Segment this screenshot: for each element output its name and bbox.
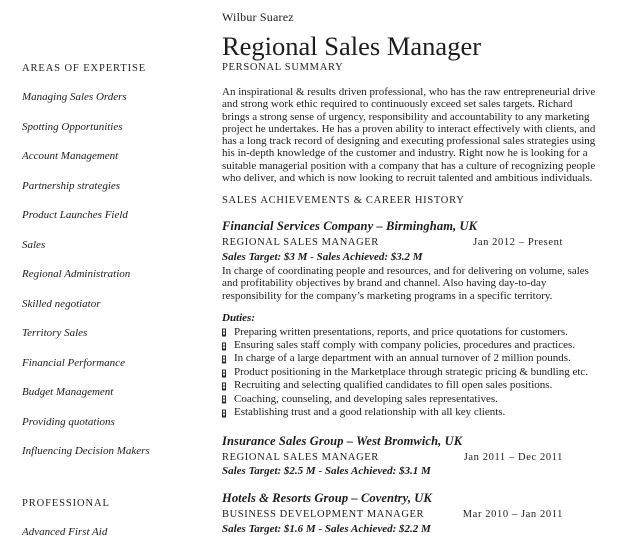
duty-item: [222, 393, 596, 406]
duty-text: Establishing trust and a good relationship with all key clients.: [234, 406, 506, 419]
job-entry: [222, 434, 596, 478]
expertise-item: Providing quotations: [22, 415, 115, 428]
expertise-item: Financial Performance: [22, 356, 125, 369]
duty-item: [222, 406, 596, 419]
missing-glyph-bullet-icon: [222, 369, 226, 377]
duty-text: Coaching, counseling, and developing sales representatives.: [234, 392, 498, 405]
sidebar-areas-of-expertise: [22, 63, 172, 475]
sidebar-professional: [22, 498, 172, 539]
duty-item: [222, 326, 596, 339]
missing-glyph-bullet-icon: [222, 356, 226, 364]
expertise-item: Managing Sales Orders: [22, 91, 127, 103]
missing-glyph-bullet-icon: [222, 396, 226, 404]
job-role: REGIONAL SALES MANAGER: [222, 451, 379, 463]
main-column: [222, 0, 596, 537]
job-company: Financial Services Company – Birmingham, UK: [222, 219, 478, 234]
expertise-item: Influencing Decision Makers: [22, 445, 150, 457]
missing-glyph-bullet-icon: [222, 382, 226, 390]
job-dates: Jan 2012 – Present: [473, 237, 563, 249]
missing-glyph-bullet-icon: [222, 409, 226, 417]
areas-of-expertise-heading: AREAS OF EXPERTISE: [22, 63, 147, 74]
expertise-item: Partnership strategies: [22, 179, 121, 192]
career-history-heading: SALES ACHIEVEMENTS & CAREER HISTORY: [222, 195, 465, 207]
job-description: In charge of coordinating people and resources, and for delivering on volume, sales and profitability objectives by brand and channel. Also having day-to-day responsibility for the company’s marketing programs in a specific territory.: [222, 264, 589, 303]
duties-list: [222, 326, 596, 420]
job-company: Insurance Sales Group – West Bromwich, UK: [222, 433, 463, 448]
job-role: REGIONAL SALES MANAGER: [222, 237, 379, 249]
job-company: Hotels & Resorts Group – Coventry, UK: [222, 491, 432, 505]
duty-text: Recruiting and selecting qualified candidates to fill open sales positions.: [234, 379, 553, 392]
person-name: Wilbur Suarez: [222, 10, 294, 24]
job-sales-figures: Sales Target: $2.5 M - Sales Achieved: $3.1 M: [222, 465, 431, 477]
missing-glyph-bullet-icon: [222, 342, 226, 350]
expertise-item: Spotting Opportunities: [22, 120, 123, 133]
professional-heading: PROFESSIONAL: [22, 498, 110, 509]
professional-list: [22, 526, 172, 539]
expertise-item: Regional Administration: [22, 268, 131, 280]
expertise-item: Account Management: [22, 150, 119, 162]
professional-item: Advanced First Aid: [22, 526, 108, 538]
duty-item: [222, 379, 596, 392]
duty-text: Ensuring sales staff comply with company policies, procedures and practices.: [234, 339, 576, 352]
job-role-row: [222, 237, 563, 248]
duty-item: [222, 339, 596, 352]
career-history: [222, 219, 596, 534]
expertise-item: Skilled negotiator: [22, 297, 101, 310]
expertise-item: Territory Sales: [22, 327, 88, 339]
job-entry: [222, 491, 596, 535]
job-entry: [222, 219, 596, 419]
job-dates: Jan 2011 – Dec 2011: [463, 451, 563, 463]
job-dates: Mar 2010 – Jan 2011: [462, 509, 563, 520]
missing-glyph-bullet-icon: [222, 329, 226, 337]
duty-text: Product positioning in the Marketplace through strategic pricing & bundling etc.: [234, 365, 589, 378]
expertise-item: Sales: [22, 238, 46, 251]
page-title: Regional Sales Manager: [222, 31, 482, 61]
job-role: BUSINESS DEVELOPMENT MANAGER: [222, 509, 425, 520]
personal-summary-text: An inspirational & results driven professional, who has the raw entrepreneurial drive and strong work ethic required to continuously exceed set sales targets. Richard brings a strong sense of urgency, responsibility and accountability to any marketing project he undertakes. He has a proven ability to interact effectively with clients, and has a long track record of designing and executing professional sales strategies using his in-depth knowledge of the customer and industry. Right now he is looking for a suitable managerial position with a company that has a culture of recognizing people who deliver, and which is now looking to recruit talented and ambitious individuals.: [222, 86, 596, 185]
personal-summary-heading: PERSONAL SUMMARY: [222, 62, 344, 73]
expertise-item: Budget Management: [22, 386, 114, 398]
expertise-item: Product Launches Field: [22, 209, 128, 221]
duty-item: [222, 352, 596, 365]
expertise-list: [22, 91, 172, 458]
job-sales-figures: Sales Target: $3 M - Sales Achieved: $3.2 M: [222, 250, 423, 263]
duties-heading: Duties:: [222, 311, 255, 324]
duty-text: In charge of a large department with an annual turnover of 2 million pounds.: [234, 352, 571, 365]
duty-item: [222, 366, 596, 379]
job-role-row: [222, 509, 563, 520]
job-sales-figures: Sales Target: $1.6 M - Sales Achieved: $2.2 M: [222, 522, 431, 535]
duty-text: Preparing written presentations, reports, and price quotations for customers.: [234, 325, 568, 338]
job-role-row: [222, 452, 563, 463]
